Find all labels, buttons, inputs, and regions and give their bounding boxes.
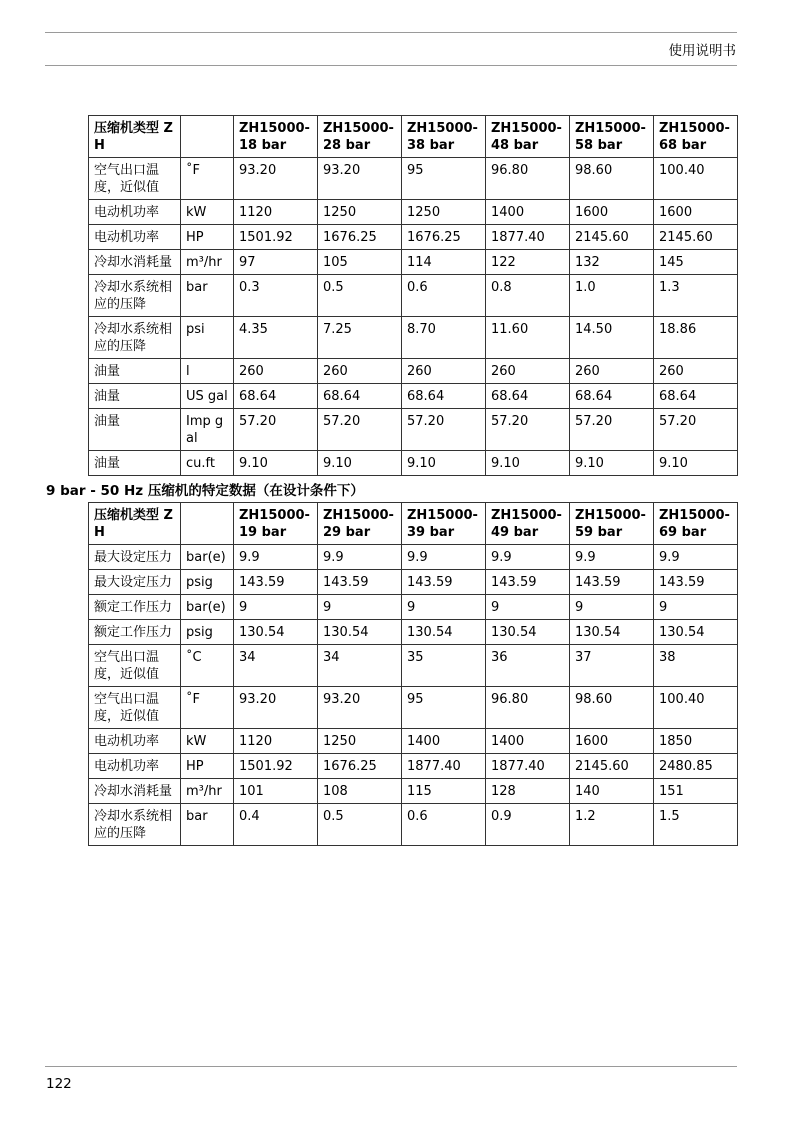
value-cell: 143.59 bbox=[234, 570, 318, 595]
unit-cell: l bbox=[181, 359, 234, 384]
value-cell: 1877.40 bbox=[486, 754, 570, 779]
value-cell: 93.20 bbox=[234, 687, 318, 729]
value-cell: 0.6 bbox=[402, 804, 486, 846]
value-cell: 122 bbox=[486, 250, 570, 275]
value-cell: 1600 bbox=[570, 200, 654, 225]
table-row bbox=[89, 545, 738, 570]
row-label-cell: 最大设定压力 bbox=[89, 545, 181, 570]
value-cell: 1120 bbox=[234, 200, 318, 225]
value-cell: 9.10 bbox=[570, 451, 654, 476]
value-cell: 93.20 bbox=[234, 158, 318, 200]
unit-cell: psi bbox=[181, 317, 234, 359]
value-cell: 1877.40 bbox=[486, 225, 570, 250]
value-cell: 34 bbox=[318, 645, 402, 687]
footer-rule bbox=[45, 1066, 737, 1067]
value-cell: 34 bbox=[234, 645, 318, 687]
value-cell: 9 bbox=[402, 595, 486, 620]
table-row bbox=[89, 275, 738, 317]
table-row bbox=[89, 158, 738, 200]
table-header-cell: ZH15000-19 bar bbox=[234, 503, 318, 545]
value-cell: 260 bbox=[654, 359, 738, 384]
table-row bbox=[89, 729, 738, 754]
value-cell: 0.3 bbox=[234, 275, 318, 317]
unit-cell: US gal bbox=[181, 384, 234, 409]
value-cell: 38 bbox=[654, 645, 738, 687]
value-cell: 68.64 bbox=[654, 384, 738, 409]
value-cell: 18.86 bbox=[654, 317, 738, 359]
table-header-cell: ZH15000-49 bar bbox=[486, 503, 570, 545]
table-row bbox=[89, 754, 738, 779]
table-row bbox=[89, 645, 738, 687]
value-cell: 9 bbox=[234, 595, 318, 620]
table-row bbox=[89, 570, 738, 595]
value-cell: 0.8 bbox=[486, 275, 570, 317]
value-cell: 68.64 bbox=[486, 384, 570, 409]
value-cell: 1501.92 bbox=[234, 225, 318, 250]
row-label-cell: 油量 bbox=[89, 409, 181, 451]
value-cell: 93.20 bbox=[318, 158, 402, 200]
value-cell: 1250 bbox=[318, 729, 402, 754]
value-cell: 57.20 bbox=[234, 409, 318, 451]
table-header-cell: ZH15000-58 bar bbox=[570, 116, 654, 158]
value-cell: 101 bbox=[234, 779, 318, 804]
unit-cell: ˚F bbox=[181, 158, 234, 200]
value-cell: 9.10 bbox=[654, 451, 738, 476]
spec-table-9bar bbox=[88, 502, 738, 846]
table-header-cell: ZH15000-68 bar bbox=[654, 116, 738, 158]
table-header-row bbox=[89, 116, 738, 158]
row-label-cell: 空气出口温度，近似值 bbox=[89, 158, 181, 200]
value-cell: 95 bbox=[402, 687, 486, 729]
unit-cell: kW bbox=[181, 729, 234, 754]
value-cell: 100.40 bbox=[654, 158, 738, 200]
value-cell: 143.59 bbox=[486, 570, 570, 595]
section-title-9bar: 9 bar - 50 Hz 压缩机的特定数据（在设计条件下） bbox=[46, 483, 364, 499]
unit-cell: bar(e) bbox=[181, 545, 234, 570]
table-row bbox=[89, 620, 738, 645]
unit-cell: HP bbox=[181, 754, 234, 779]
value-cell: 9.10 bbox=[486, 451, 570, 476]
table-header-cell: ZH15000-39 bar bbox=[402, 503, 486, 545]
value-cell: 57.20 bbox=[486, 409, 570, 451]
row-label-cell: 电动机功率 bbox=[89, 754, 181, 779]
value-cell: 1850 bbox=[654, 729, 738, 754]
value-cell: 4.35 bbox=[234, 317, 318, 359]
table-row bbox=[89, 200, 738, 225]
value-cell: 1676.25 bbox=[402, 225, 486, 250]
value-cell: 2145.60 bbox=[570, 754, 654, 779]
value-cell: 130.54 bbox=[318, 620, 402, 645]
value-cell: 2145.60 bbox=[570, 225, 654, 250]
row-label-cell: 冷却水消耗量 bbox=[89, 250, 181, 275]
row-label-cell: 冷却水系统相应的压降 bbox=[89, 317, 181, 359]
value-cell: 143.59 bbox=[402, 570, 486, 595]
value-cell: 1501.92 bbox=[234, 754, 318, 779]
row-label-cell: 油量 bbox=[89, 359, 181, 384]
value-cell: 114 bbox=[402, 250, 486, 275]
table-row bbox=[89, 451, 738, 476]
value-cell: 145 bbox=[654, 250, 738, 275]
row-label-cell: 额定工作压力 bbox=[89, 620, 181, 645]
row-label-cell: 额定工作压力 bbox=[89, 595, 181, 620]
header-rule-bottom bbox=[45, 65, 737, 66]
value-cell: 57.20 bbox=[402, 409, 486, 451]
table-row bbox=[89, 804, 738, 846]
value-cell: 1250 bbox=[318, 200, 402, 225]
page-number: 122 bbox=[46, 1076, 72, 1092]
value-cell: 9.9 bbox=[570, 545, 654, 570]
table-row bbox=[89, 595, 738, 620]
value-cell: 130.54 bbox=[402, 620, 486, 645]
unit-cell: bar bbox=[181, 804, 234, 846]
table-header-cell: ZH15000-28 bar bbox=[318, 116, 402, 158]
value-cell: 68.64 bbox=[234, 384, 318, 409]
value-cell: 9.9 bbox=[318, 545, 402, 570]
table-header-cell: ZH15000-59 bar bbox=[570, 503, 654, 545]
value-cell: 1.3 bbox=[654, 275, 738, 317]
table-row bbox=[89, 359, 738, 384]
value-cell: 9.9 bbox=[486, 545, 570, 570]
value-cell: 35 bbox=[402, 645, 486, 687]
value-cell: 0.4 bbox=[234, 804, 318, 846]
value-cell: 1120 bbox=[234, 729, 318, 754]
value-cell: 151 bbox=[654, 779, 738, 804]
value-cell: 143.59 bbox=[570, 570, 654, 595]
table-row bbox=[89, 779, 738, 804]
value-cell: 37 bbox=[570, 645, 654, 687]
table-header-cell: 压缩机类型 ZH bbox=[89, 116, 181, 158]
table-row bbox=[89, 225, 738, 250]
unit-cell: psig bbox=[181, 620, 234, 645]
value-cell: 93.20 bbox=[318, 687, 402, 729]
value-cell: 9 bbox=[318, 595, 402, 620]
row-label-cell: 油量 bbox=[89, 451, 181, 476]
value-cell: 1676.25 bbox=[318, 225, 402, 250]
value-cell: 98.60 bbox=[570, 687, 654, 729]
row-label-cell: 电动机功率 bbox=[89, 200, 181, 225]
value-cell: 2480.85 bbox=[654, 754, 738, 779]
value-cell: 260 bbox=[318, 359, 402, 384]
value-cell: 36 bbox=[486, 645, 570, 687]
row-label-cell: 冷却水系统相应的压降 bbox=[89, 804, 181, 846]
value-cell: 143.59 bbox=[318, 570, 402, 595]
value-cell: 96.80 bbox=[486, 687, 570, 729]
value-cell: 260 bbox=[570, 359, 654, 384]
unit-cell: ˚C bbox=[181, 645, 234, 687]
value-cell: 98.60 bbox=[570, 158, 654, 200]
value-cell: 1400 bbox=[486, 200, 570, 225]
value-cell: 260 bbox=[234, 359, 318, 384]
value-cell: 68.64 bbox=[318, 384, 402, 409]
table-header-cell: 压缩机类型 ZH bbox=[89, 503, 181, 545]
value-cell: 108 bbox=[318, 779, 402, 804]
unit-cell: psig bbox=[181, 570, 234, 595]
value-cell: 95 bbox=[402, 158, 486, 200]
value-cell: 130.54 bbox=[234, 620, 318, 645]
table-row bbox=[89, 409, 738, 451]
document-title: 使用说明书 bbox=[668, 43, 736, 59]
unit-cell: kW bbox=[181, 200, 234, 225]
value-cell: 9 bbox=[570, 595, 654, 620]
value-cell: 1.0 bbox=[570, 275, 654, 317]
unit-cell: m³/hr bbox=[181, 779, 234, 804]
value-cell: 57.20 bbox=[318, 409, 402, 451]
table-header-cell: ZH15000-38 bar bbox=[402, 116, 486, 158]
value-cell: 9 bbox=[654, 595, 738, 620]
value-cell: 9.10 bbox=[402, 451, 486, 476]
table-row bbox=[89, 384, 738, 409]
value-cell: 0.9 bbox=[486, 804, 570, 846]
row-label-cell: 空气出口温度，近似值 bbox=[89, 687, 181, 729]
value-cell: 7.25 bbox=[318, 317, 402, 359]
table-header-row bbox=[89, 503, 738, 545]
value-cell: 11.60 bbox=[486, 317, 570, 359]
value-cell: 9.10 bbox=[318, 451, 402, 476]
unit-cell: bar bbox=[181, 275, 234, 317]
row-label-cell: 冷却水系统相应的压降 bbox=[89, 275, 181, 317]
value-cell: 1250 bbox=[402, 200, 486, 225]
unit-cell: Imp gal bbox=[181, 409, 234, 451]
spec-table-8bar bbox=[88, 115, 738, 476]
value-cell: 1.2 bbox=[570, 804, 654, 846]
header-rule-top bbox=[45, 32, 737, 33]
value-cell: 9.9 bbox=[654, 545, 738, 570]
value-cell: 115 bbox=[402, 779, 486, 804]
value-cell: 1400 bbox=[402, 729, 486, 754]
unit-cell: ˚F bbox=[181, 687, 234, 729]
value-cell: 105 bbox=[318, 250, 402, 275]
value-cell: 68.64 bbox=[570, 384, 654, 409]
value-cell: 132 bbox=[570, 250, 654, 275]
value-cell: 128 bbox=[486, 779, 570, 804]
unit-cell: HP bbox=[181, 225, 234, 250]
value-cell: 9 bbox=[486, 595, 570, 620]
value-cell: 140 bbox=[570, 779, 654, 804]
row-label-cell: 电动机功率 bbox=[89, 729, 181, 754]
value-cell: 130.54 bbox=[654, 620, 738, 645]
row-label-cell: 最大设定压力 bbox=[89, 570, 181, 595]
value-cell: 1877.40 bbox=[402, 754, 486, 779]
value-cell: 14.50 bbox=[570, 317, 654, 359]
table-header-cell: ZH15000-48 bar bbox=[486, 116, 570, 158]
row-label-cell: 冷却水消耗量 bbox=[89, 779, 181, 804]
value-cell: 1.5 bbox=[654, 804, 738, 846]
row-label-cell: 油量 bbox=[89, 384, 181, 409]
table-row bbox=[89, 317, 738, 359]
value-cell: 260 bbox=[402, 359, 486, 384]
value-cell: 0.5 bbox=[318, 275, 402, 317]
value-cell: 97 bbox=[234, 250, 318, 275]
value-cell: 130.54 bbox=[570, 620, 654, 645]
table-header-cell bbox=[181, 503, 234, 545]
value-cell: 96.80 bbox=[486, 158, 570, 200]
table-header-cell: ZH15000-29 bar bbox=[318, 503, 402, 545]
row-label-cell: 电动机功率 bbox=[89, 225, 181, 250]
value-cell: 130.54 bbox=[486, 620, 570, 645]
value-cell: 0.5 bbox=[318, 804, 402, 846]
unit-cell: m³/hr bbox=[181, 250, 234, 275]
unit-cell: bar(e) bbox=[181, 595, 234, 620]
table-header-cell: ZH15000-18 bar bbox=[234, 116, 318, 158]
value-cell: 1400 bbox=[486, 729, 570, 754]
unit-cell: cu.ft bbox=[181, 451, 234, 476]
value-cell: 57.20 bbox=[570, 409, 654, 451]
value-cell: 143.59 bbox=[654, 570, 738, 595]
table-header-cell: ZH15000-69 bar bbox=[654, 503, 738, 545]
value-cell: 1600 bbox=[654, 200, 738, 225]
value-cell: 8.70 bbox=[402, 317, 486, 359]
value-cell: 68.64 bbox=[402, 384, 486, 409]
value-cell: 260 bbox=[486, 359, 570, 384]
value-cell: 9.9 bbox=[234, 545, 318, 570]
value-cell: 9.9 bbox=[402, 545, 486, 570]
table-row bbox=[89, 250, 738, 275]
table-header-cell bbox=[181, 116, 234, 158]
row-label-cell: 空气出口温度，近似值 bbox=[89, 645, 181, 687]
value-cell: 2145.60 bbox=[654, 225, 738, 250]
table-row bbox=[89, 687, 738, 729]
value-cell: 0.6 bbox=[402, 275, 486, 317]
value-cell: 1600 bbox=[570, 729, 654, 754]
value-cell: 100.40 bbox=[654, 687, 738, 729]
value-cell: 57.20 bbox=[654, 409, 738, 451]
value-cell: 1676.25 bbox=[318, 754, 402, 779]
value-cell: 9.10 bbox=[234, 451, 318, 476]
